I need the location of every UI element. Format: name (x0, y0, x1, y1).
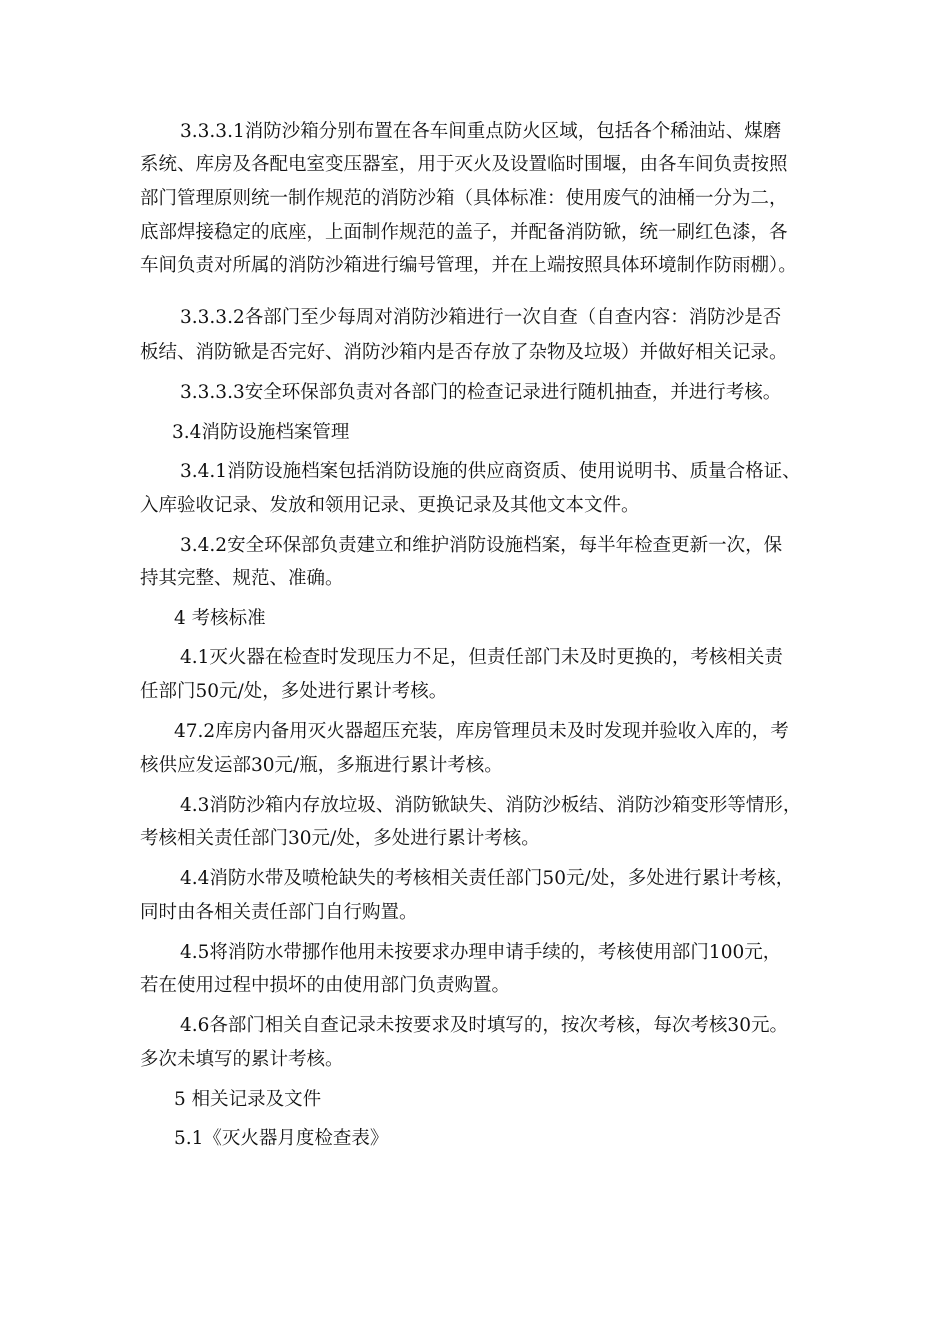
paragraph-3-3-3-1-line-2: 系统、库房及各配电室变压器室，用于灭火及设置临时围堰，由各车间负责按照 (140, 154, 788, 175)
paragraph-4-1-line-2: 任部门50元/处，多处进行累计考核。 (140, 681, 448, 702)
paragraph-4-2-line-2: 核供应发运部30元/瓶，多瓶进行累计考核。 (140, 755, 503, 776)
paragraph-3-3-3-1-line-3: 部门管理原则统一制作规范的消防沙箱（具体标准：使用废气的油桶一分为二， (140, 188, 788, 209)
paragraph-3-4-1-line-2: 入库验收记录、发放和领用记录、更换记录及其他文本文件。 (140, 495, 640, 516)
heading-4: 4 考核标准 (174, 608, 266, 629)
paragraph-4-6-line-2: 多次未填写的累计考核。 (140, 1049, 344, 1070)
paragraph-4-3-line-1: 4.3消防沙箱内存放垃圾、消防锨缺失、消防沙板结、消防沙箱变形等情形， (180, 795, 802, 816)
heading-3-4: 3.4消防设施档案管理 (172, 422, 350, 443)
paragraph-4-6-line-1: 4.6各部门相关自查记录未按要求及时填写的，按次考核，每次考核30元。 (180, 1015, 788, 1036)
paragraph-3-3-3-1-line-5: 车间负责对所属的消防沙箱进行编号管理，并在上端按照具体环境制作防雨棚）。 (140, 255, 797, 276)
paragraph-3-3-3-3: 3.3.3.3安全环保部负责对各部门的检查记录进行随机抽查，并进行考核。 (180, 382, 782, 403)
paragraph-4-1-line-1: 4.1灭火器在检查时发现压力不足，但责任部门未及时更换的，考核相关责 (180, 647, 783, 668)
paragraph-3-4-2-line-2: 持其完整、规范、准确。 (140, 568, 344, 589)
paragraph-3-3-3-1-line-4: 底部焊接稳定的底座，上面制作规范的盖子，并配备消防锨，统一刷红色漆，各 (140, 222, 788, 243)
paragraph-4-3-line-2: 考核相关责任部门30元/处，多处进行累计考核。 (140, 828, 540, 849)
paragraph-3-4-2-line-1: 3.4.2安全环保部负责建立和维护消防设施档案，每半年检查更新一次，保 (180, 535, 783, 556)
paragraph-4-5-line-2: 若在使用过程中损坏的由使用部门负责购置。 (140, 975, 511, 996)
paragraph-4-4-line-1: 4.4消防水带及喷枪缺失的考核相关责任部门50元/处，多处进行累计考核， (180, 868, 795, 889)
paragraph-4-2-line-1: 47.2库房内备用灭火器超压充装，库房管理员未及时发现并验收入库的，考 (174, 721, 789, 742)
paragraph-4-5-line-1: 4.5将消防水带挪作他用未按要求办理申请手续的，考核使用部门100元， (180, 942, 782, 963)
paragraph-3-3-3-2-line-2: 板结、消防锨是否完好、消防沙箱内是否存放了杂物及垃圾）并做好相关记录。 (140, 342, 788, 363)
paragraph-3-3-3-1-line-1: 3.3.3.1消防沙箱分别布置在各车间重点防火区域，包括各个稀油站、煤磨 (180, 121, 782, 142)
paragraph-4-4-line-2: 同时由各相关责任部门自行购置。 (140, 902, 418, 923)
paragraph-3-4-1-line-1: 3.4.1消防设施档案包括消防设施的供应商资质、使用说明书、质量合格证、 (180, 461, 801, 482)
paragraph-3-3-3-2-line-1: 3.3.3.2各部门至少每周对消防沙箱进行一次自查（自查内容：消防沙是否 (180, 307, 782, 328)
paragraph-5-1: 5.1《灭火器月度检查表》 (174, 1128, 389, 1149)
heading-5: 5 相关记录及文件 (174, 1089, 322, 1110)
